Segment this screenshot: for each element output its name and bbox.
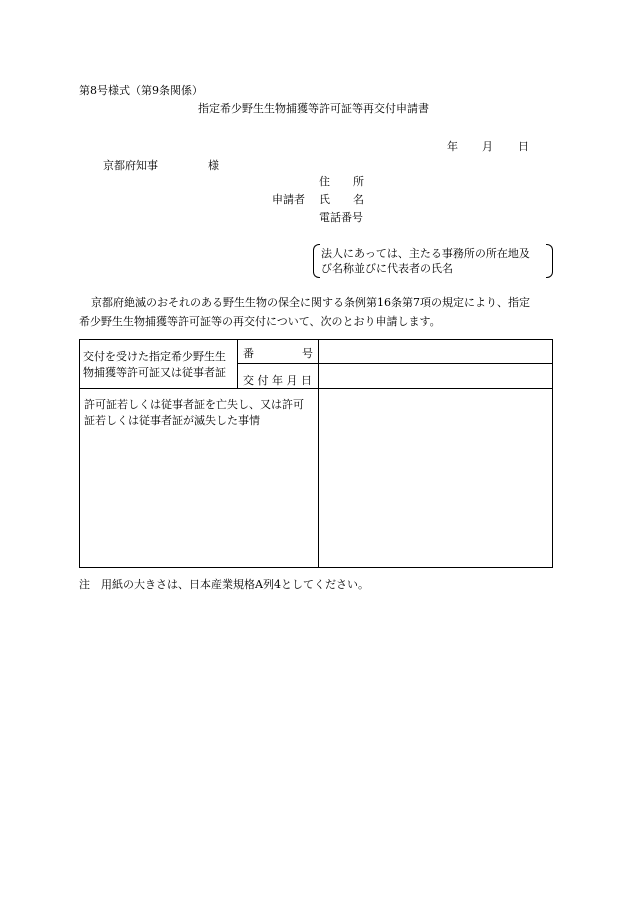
name-label-char1: 氏: [319, 193, 330, 206]
number-value-cell[interactable]: [319, 340, 553, 364]
permit-item-label-line1: 交付を受けた指定希少野生生: [83, 350, 226, 363]
permit-item-label: [80, 340, 238, 389]
number-label-char2: 号: [302, 347, 313, 360]
issue-date-label: 交 付 年 月 日: [238, 364, 319, 389]
date-year-label: 年: [447, 140, 458, 153]
document-title: 指定希少野生生物捕獲等許可証等再交付申請書: [198, 102, 429, 115]
footnote: 注 用紙の大きさは、日本産業規格A列4としてください。: [79, 578, 369, 591]
application-table: [79, 339, 553, 568]
corporate-note: [313, 244, 553, 278]
corporate-note-line1: 法人にあっては、主たる事務所の所在地及: [321, 247, 530, 260]
address-label-char2: 所: [353, 175, 364, 188]
name-label-char2: 名: [353, 193, 364, 206]
body-text-line1: 京都府絶滅のおそれのある野生生物の保全に関する条例第16条第7項の規定により、指定: [91, 296, 530, 309]
addressee-honorific: 様: [208, 159, 219, 172]
phone-label: 電話番号: [319, 211, 363, 224]
reason-label-line2: 証若しくは従事者証が滅失した事情: [84, 414, 260, 427]
corporate-note-line2: び名称並びに代表者の氏名: [321, 262, 453, 275]
body-text-line2: 希少野生生物捕獲等許可証等の再交付について、次のとおり申請します。: [79, 315, 441, 328]
right-brace: [546, 244, 553, 278]
reason-label: [80, 389, 319, 568]
date-month-label: 月: [482, 140, 493, 153]
number-label-char1: 番: [243, 347, 254, 360]
address-label-char1: 住: [319, 175, 330, 188]
addressee-name: 京都府知事: [103, 159, 158, 172]
date-day-label: 日: [518, 140, 529, 153]
permit-item-label-line2: 物捕獲等許可証又は従事者証: [83, 366, 226, 379]
reason-value-cell[interactable]: [319, 389, 553, 568]
issue-date-value-cell[interactable]: [319, 364, 553, 389]
number-label-cell: [238, 340, 319, 364]
left-brace: [313, 244, 320, 278]
applicant-label: 申請者: [272, 193, 305, 206]
reason-label-line1: 許可証若しくは従事者証を亡失し、又は許可: [84, 398, 304, 411]
form-number: 第8号様式（第9条関係）: [79, 84, 203, 97]
